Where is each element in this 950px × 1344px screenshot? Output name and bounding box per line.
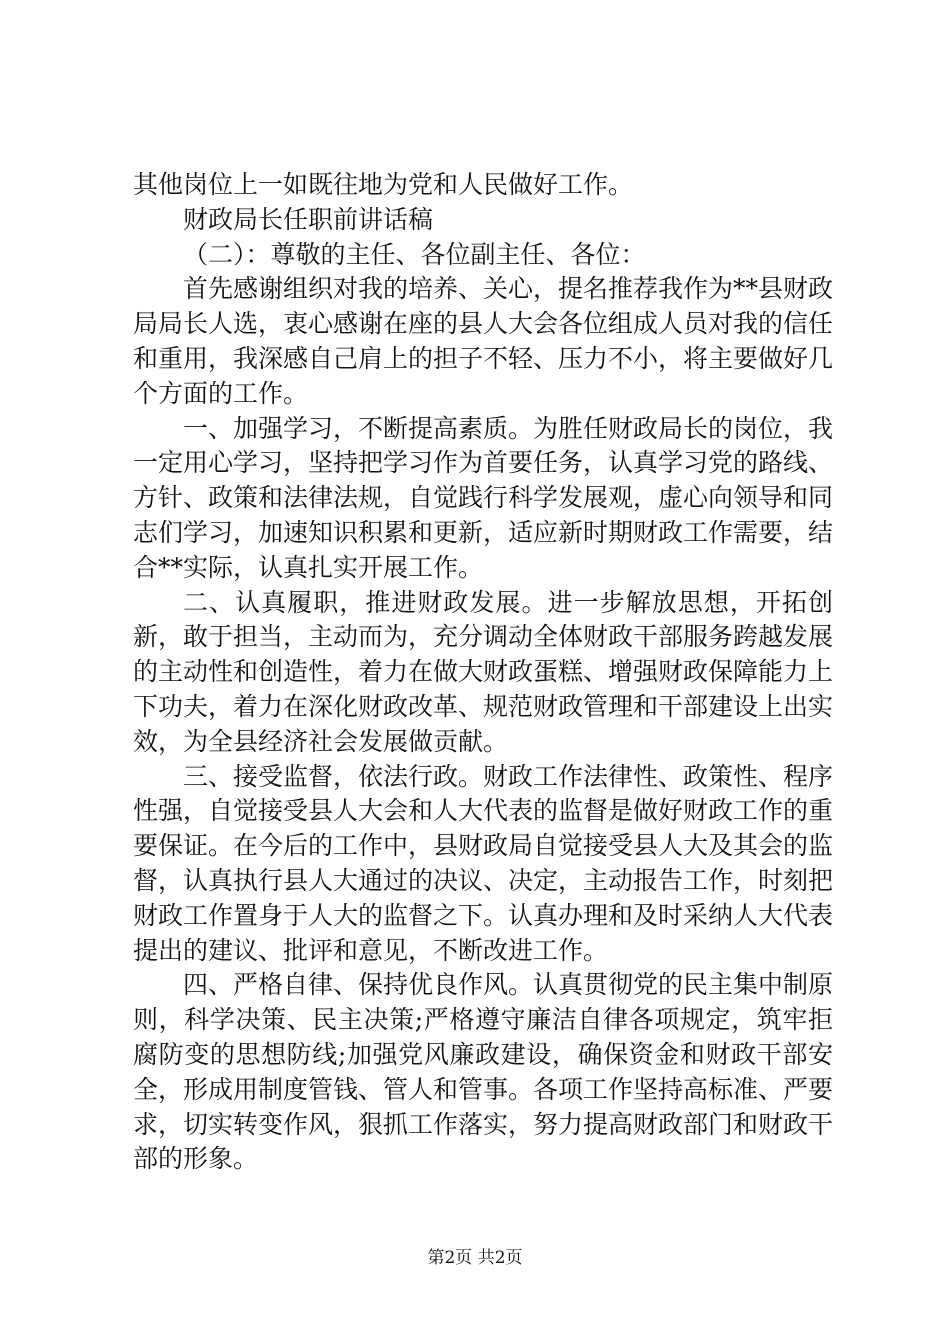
paragraph-intro: 首先感谢组织对我的培养、关心，提名推荐我作为**县财政局局长人选，衷心感谢在座的县人大会各位组成人员对我的信任和重用，我深感自己肩上的担子不轻、压力不小，将主要做好几个方面的工作。 bbox=[133, 274, 834, 408]
paragraph-point-2: 二、认真履职，推进财政发展。进一步解放思想，开拓创新，敢于担当，主动而为，充分调动全体财政干部服务跨越发展的主动性和创造性，着力在做大财政蛋糕、增强财政保障能力上下功夫，着力在深化财政改革、规范财政管理和干部建设上出实效，为全县经济社会发展做贡献。 bbox=[133, 587, 834, 756]
document-body bbox=[133, 168, 833, 1177]
paragraph-point-4: 四、严格自律、保持优良作风。认真贯彻党的民主集中制原则，科学决策、民主决策;严格遵守廉洁自律各项规定，筑牢拒腐防变的思想防线;加强党风廉政建设，确保资金和财政干部安全，形成用制度管钱、管人和管事。各项工作坚持高标准、严要求，切实转变作风，狠抓工作落实，努力提高财政部门和财政干部的形象。 bbox=[133, 970, 834, 1174]
page-number-footer: 第2页 共2页 bbox=[427, 1248, 523, 1268]
speech-title: 财政局长任职前讲话稿 bbox=[183, 204, 434, 234]
paragraph-point-3: 三、接受监督，依法行政。财政工作法律性、政策性、程序性强，自觉接受县人大会和人大代表的监督是做好财政工作的重要保证。在今后的工作中，县财政局自觉接受县人大及其会的监督，认真执行县人大通过的决议、决定，主动报告工作，时刻把财政工作置身于人大的监督之下。认真办理和及时采纳人大代表提出的建议、批评和意见，不断改进工作。 bbox=[133, 761, 834, 965]
speech-greeting: （二）：尊敬的主任、各位副主任、各位： bbox=[183, 239, 646, 269]
paragraph-continuation: 其他岗位上一如既往地为党和人民做好工作。 bbox=[133, 170, 634, 199]
paragraph-point-1: 一、加强学习，不断提高素质。为胜任财政局长的岗位，我一定用心学习，坚持把学习作为首要任务，认真学习党的路线、方针、政策和法律法规，自觉践行科学发展观，虚心向领导和同志们学习，加速知识积累和更新，适应新时期财政工作需要，结合**实际，认真扎实开展工作。 bbox=[133, 413, 834, 582]
